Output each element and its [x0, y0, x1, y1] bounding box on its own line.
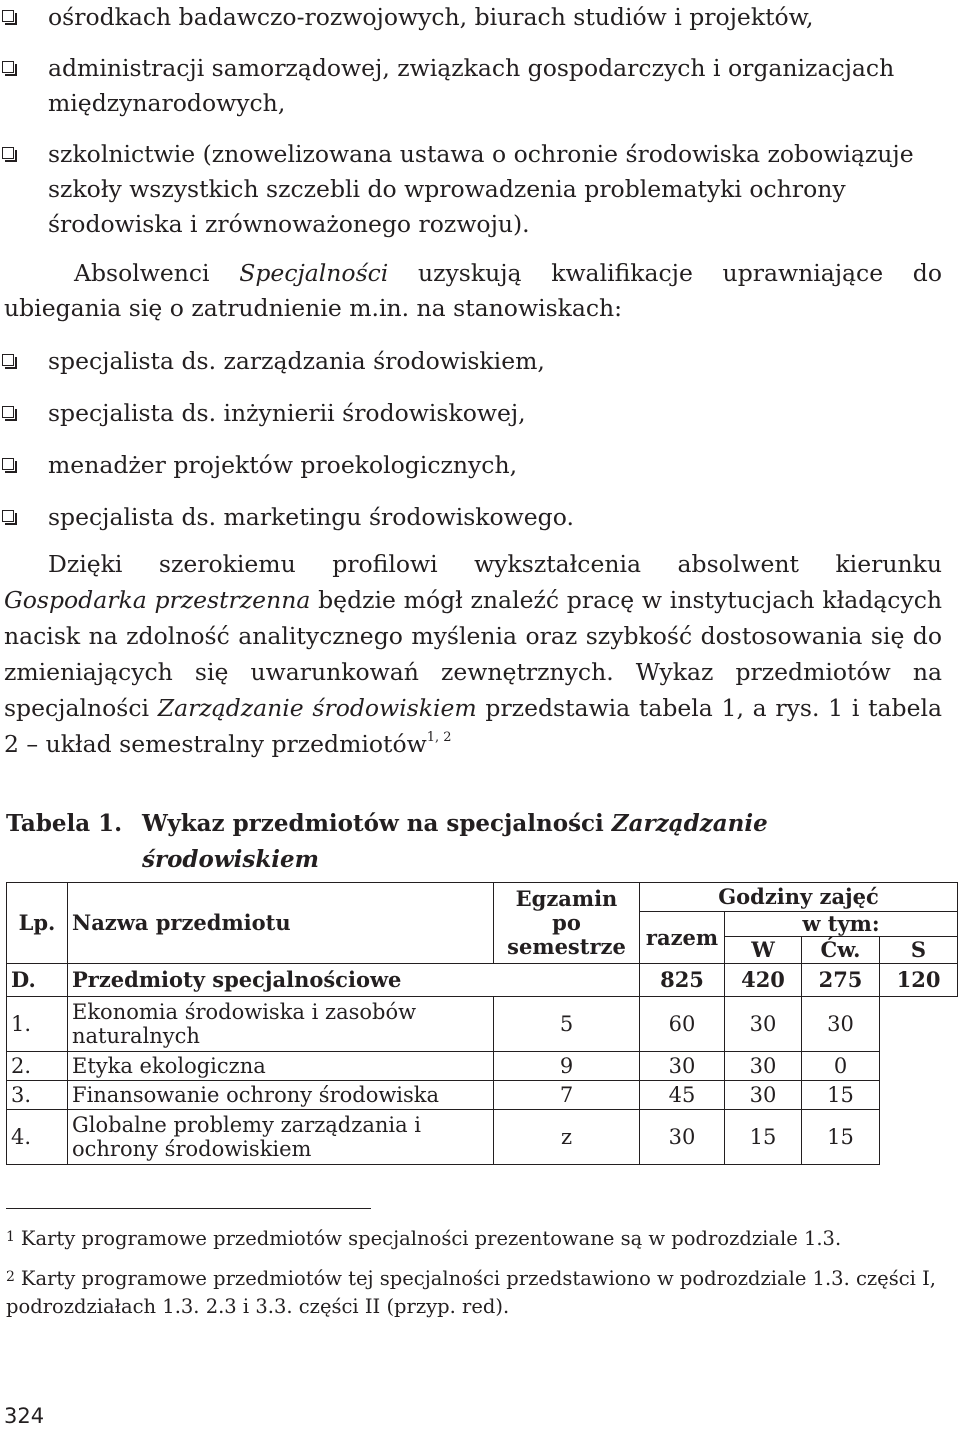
footnote	[6, 1225, 951, 1253]
subjects-table	[6, 882, 958, 1165]
list-item-text: szkolnictwie (znowelizowana ustawa o ochronie środowiska zobowiązuje szkoły wszystkich szczebli do wprowadzenia problematyki ochrony środowiska i zrównoważonego rozwoju).	[48, 140, 914, 238]
footnote-text: Karty programowe przedmiotów tej specjalności przedstawiono w podrozdziale 1.3. części I, podrozdziałach 1.3. 2.3 i 3.3. części II (przyp. red).	[6, 1267, 936, 1318]
row-lp: 3.	[7, 1081, 68, 1110]
checkbox-bullet-icon	[2, 354, 14, 366]
row-cw: 15	[802, 1110, 880, 1165]
italic-run: Specjalności	[239, 259, 389, 287]
checkbox-bullet-icon	[2, 147, 14, 159]
row-total: 30	[640, 1110, 725, 1165]
list-item-text: menadżer projektów proekologicznych,	[48, 451, 518, 479]
table-header-row	[7, 883, 958, 912]
row-w: 15	[725, 1110, 802, 1165]
list-item-text: specjalista ds. zarządzania środowiskiem,	[48, 347, 545, 375]
checkbox-bullet-icon	[2, 510, 14, 522]
footnote-number: 2	[6, 1269, 15, 1285]
checkbox-bullet-icon	[2, 458, 14, 470]
list-item-text: specjalista ds. inżynierii środowiskowej,	[48, 399, 526, 427]
checkbox-bullet-icon	[2, 406, 14, 418]
row-total: 45	[640, 1081, 725, 1110]
list-item-text: specjalista ds. marketingu środowiskowego.	[48, 503, 574, 531]
row-w: 30	[725, 1052, 802, 1081]
row-name: Etyka ekologiczna	[68, 1052, 494, 1081]
checkbox-bullet-icon	[2, 10, 14, 22]
header-s: S	[880, 937, 958, 964]
workplaces-list	[0, 0, 955, 258]
footnote-separator	[6, 1208, 371, 1209]
graduates-paragraph	[4, 256, 942, 326]
header-lp: Lp.	[7, 883, 68, 964]
table-row	[7, 1110, 958, 1165]
list-item-text: administracji samorządowej, związkach gospodarczych i organizacjach międzynarodowych,	[48, 54, 895, 117]
row-exam: z	[494, 1110, 640, 1165]
row-w: 30	[725, 997, 802, 1052]
footnote-reference: 1, 2	[426, 730, 452, 746]
text-run: przedstawia tabela 1, a rys. 1 i tabela 2 – układ semestralny przedmiotów	[4, 694, 942, 758]
header-cw: Ćw.	[802, 937, 880, 964]
positions-list	[0, 344, 955, 552]
table-number: Tabela 1.	[6, 810, 123, 837]
row-name: Globalne problemy zarządzania i ochrony środowiskiem	[68, 1110, 494, 1165]
section-cw: 275	[802, 964, 880, 997]
header-name: Nazwa przedmiotu	[68, 883, 494, 964]
header-of-which: w tym:	[725, 912, 958, 937]
italic-run: Zarządzanie środowiskiem	[157, 694, 477, 722]
row-exam: 5	[494, 997, 640, 1052]
row-lp: 4.	[7, 1110, 68, 1165]
table-row	[7, 1052, 958, 1081]
list-item	[0, 396, 955, 431]
footnote-text: Karty programowe przedmiotów specjalności prezentowane są w podrozdziale 1.3.	[20, 1227, 842, 1250]
table-row	[7, 997, 958, 1052]
list-item	[0, 0, 955, 35]
row-s	[880, 997, 958, 1165]
list-item	[0, 448, 955, 483]
row-total: 60	[640, 997, 725, 1052]
list-item	[0, 344, 955, 379]
list-item	[0, 137, 955, 242]
list-item	[0, 51, 955, 121]
row-lp: 2.	[7, 1052, 68, 1081]
section-name: Przedmioty specjalnościowe	[68, 964, 494, 997]
italic-run: Gospodarka przestrzenna	[4, 586, 311, 614]
row-total: 30	[640, 1052, 725, 1081]
table-section-row	[7, 964, 958, 997]
row-exam: 7	[494, 1081, 640, 1110]
section-exam	[494, 964, 640, 997]
list-item-text: ośrodkach badawczo-rozwojowych, biurach studiów i projektów,	[48, 3, 814, 31]
footnote	[6, 1265, 951, 1321]
row-w: 30	[725, 1081, 802, 1110]
text-run: Dzięki szerokiemu profilowi wykształcenia absolwent kierunku	[48, 550, 942, 578]
text-run: Wykaz przedmiotów na specjalności	[142, 810, 612, 837]
checkbox-bullet-icon	[2, 61, 14, 73]
row-cw: 30	[802, 997, 880, 1052]
header-exam: Egzamin po semestrze	[494, 883, 640, 964]
row-cw: 0	[802, 1052, 880, 1081]
header-w: W	[725, 937, 802, 964]
table-row	[7, 1081, 958, 1110]
row-exam: 9	[494, 1052, 640, 1081]
header-hours: Godziny zajęć	[640, 883, 958, 912]
page-number: 324	[4, 1404, 45, 1428]
italic-run: Zarządzanie środowiskiem	[142, 810, 768, 873]
section-total: 825	[640, 964, 725, 997]
footnote-number: 1	[6, 1229, 15, 1245]
list-item	[0, 500, 955, 535]
row-cw: 15	[802, 1081, 880, 1110]
profile-paragraph	[4, 546, 942, 762]
row-lp: 1.	[7, 997, 68, 1052]
text-run: będzie mógł znaleźć pracę w instytucjach kładących nacisk na zdolność analitycznego myślenia oraz szybkość dostosowania się do zmieniających się uwarunkowań zewnętrznych. Wykaz przedmiotów na specjalności	[4, 586, 942, 722]
row-name: Ekonomia środowiska i zasobów naturalnych	[68, 997, 494, 1052]
section-w: 420	[725, 964, 802, 997]
section-lp: D.	[7, 964, 68, 997]
table-title	[142, 806, 842, 878]
text-run: Absolwenci	[74, 259, 240, 287]
row-name: Finansowanie ochrony środowiska	[68, 1081, 494, 1110]
header-total: razem	[640, 912, 725, 964]
section-s: 120	[880, 964, 958, 997]
text-run: uzyskują kwalifikacje uprawniające do ubiegania się o zatrudnienie m.in. na stanowiskach:	[4, 259, 942, 322]
